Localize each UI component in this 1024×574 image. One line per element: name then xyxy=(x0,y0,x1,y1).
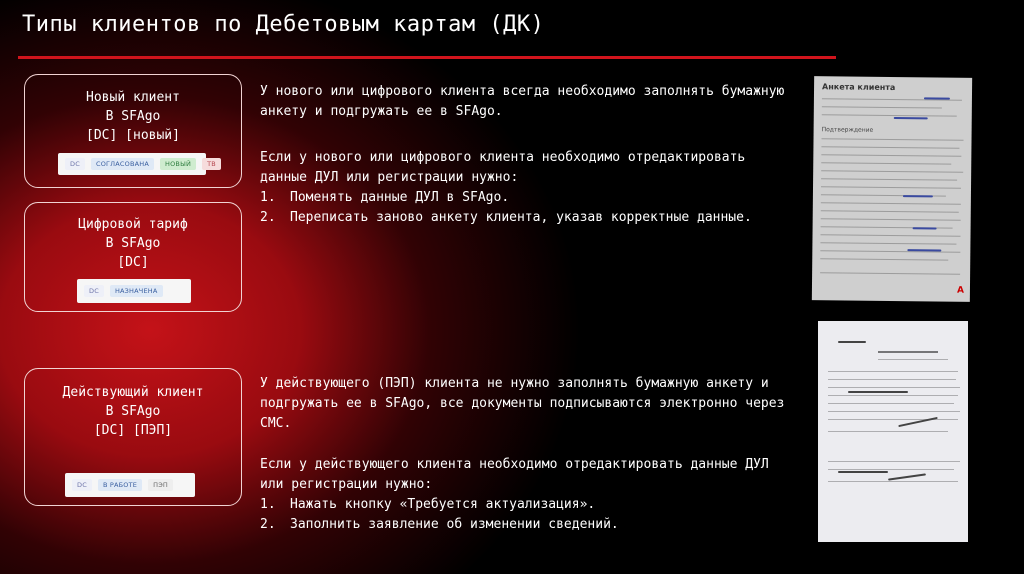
client-form-photo xyxy=(812,76,972,302)
list-number: 2. xyxy=(260,517,276,532)
card-heading: Действующий клиент xyxy=(62,385,204,400)
page-title: Типы клиентов по Дебетовым картам (ДК) xyxy=(22,12,545,37)
paragraph: Если у действующего клиента необходимо отредактировать данные ДУЛ или регистрации нужно: xyxy=(260,457,769,492)
status-chip: DC xyxy=(65,158,85,170)
handwriting xyxy=(838,471,888,473)
title-underline xyxy=(18,56,836,59)
handwriting xyxy=(903,195,933,197)
card-tags: [DC] xyxy=(117,255,149,270)
status-chip: СОГЛАСОВАНА xyxy=(91,158,154,170)
form-line xyxy=(821,202,961,204)
status-chip: DC xyxy=(84,285,104,297)
new-client-intro xyxy=(260,82,800,122)
status-chip: DC xyxy=(72,479,92,491)
form-line xyxy=(828,431,948,432)
card-digital-tariff xyxy=(24,202,242,312)
form-line xyxy=(821,234,961,236)
form-line xyxy=(821,154,961,156)
list-number: 1. xyxy=(260,497,276,512)
form-line xyxy=(878,359,948,360)
status-chip: ПЭП xyxy=(148,479,173,491)
status-strip-screenshot xyxy=(65,473,195,497)
paragraph: У нового или цифрового клиента всегда необходимо заполнять бумажную анкету и подгружать ее в SFAgo. xyxy=(260,84,785,119)
card-system: В SFAgo xyxy=(105,109,161,124)
list-item xyxy=(260,495,800,515)
paragraph: Если у нового или цифрового клиента необходимо отредактировать данные ДУЛ или регистрации нужно: xyxy=(260,150,746,185)
form-line xyxy=(821,186,961,188)
form-line xyxy=(828,379,956,380)
form-line xyxy=(822,138,964,140)
form-line xyxy=(821,146,959,148)
form-line xyxy=(828,411,960,412)
form-line xyxy=(821,162,951,164)
status-chip: ТВ xyxy=(202,158,221,170)
status-chip: НОВЫЙ xyxy=(160,158,196,170)
form-line xyxy=(822,106,942,108)
form-section: Подтверждение xyxy=(821,126,874,134)
form-line xyxy=(828,419,958,420)
handwriting xyxy=(838,341,866,343)
handwriting xyxy=(848,391,908,393)
list-item-text: Поменять данные ДУЛ в SFAgo. xyxy=(290,190,510,205)
card-system: В SFAgo xyxy=(105,236,161,251)
form-line xyxy=(820,242,956,244)
form-line xyxy=(820,258,948,260)
form-line xyxy=(828,371,958,372)
form-line xyxy=(878,351,938,353)
card-tags: [DC] [ПЭП] xyxy=(93,423,173,438)
steps-list xyxy=(260,188,800,228)
form-line xyxy=(828,387,960,388)
handwriting xyxy=(888,473,926,480)
handwriting xyxy=(907,249,941,251)
list-item xyxy=(260,515,800,535)
form-line xyxy=(828,461,960,462)
list-number: 1. xyxy=(260,190,276,205)
form-line xyxy=(828,481,958,482)
status-chip: В РАБОТЕ xyxy=(98,479,142,491)
existing-client-edit xyxy=(260,455,800,535)
card-new-client xyxy=(24,74,242,188)
list-item-text: Переписать заново анкету клиента, указав корректные данные. xyxy=(290,210,752,225)
card-existing-client xyxy=(24,368,242,506)
handwriting xyxy=(913,227,937,229)
steps-list xyxy=(260,495,800,535)
card-heading: Цифровой тариф xyxy=(78,217,188,232)
list-item-text: Нажать кнопку «Требуется актуализация». xyxy=(290,497,596,512)
form-line xyxy=(828,469,954,470)
status-strip-screenshot xyxy=(58,153,216,175)
form-title: Анкета клиента xyxy=(822,82,896,93)
card-tags: [DC] [новый] xyxy=(86,128,180,143)
form-line xyxy=(828,403,954,404)
form-line xyxy=(821,170,963,172)
list-item xyxy=(260,188,800,208)
form-line xyxy=(821,210,959,212)
handwriting xyxy=(924,97,950,99)
form-line xyxy=(822,114,957,116)
card-heading: Новый клиент xyxy=(86,90,180,105)
list-item xyxy=(260,208,800,228)
status-strip-screenshot xyxy=(77,279,191,303)
form-line xyxy=(821,178,957,180)
card-system: В SFAgo xyxy=(105,404,161,419)
new-client-edit xyxy=(260,148,800,228)
handwriting xyxy=(894,117,928,119)
application-photo xyxy=(818,321,968,542)
form-line xyxy=(820,272,960,274)
bank-logo: A xyxy=(956,285,964,296)
paragraph: У действующего (ПЭП) клиента не нужно заполнять бумажную анкету и подгружать ее в SFAgo, все документы подписываются электронно через СМС. xyxy=(260,376,785,431)
form-line xyxy=(821,218,961,220)
list-number: 2. xyxy=(260,210,276,225)
existing-client-intro xyxy=(260,374,800,434)
form-line xyxy=(828,395,958,396)
list-item-text: Заполнить заявление об изменении сведений. xyxy=(290,517,619,532)
status-chip: НАЗНАЧЕНА xyxy=(110,285,163,297)
